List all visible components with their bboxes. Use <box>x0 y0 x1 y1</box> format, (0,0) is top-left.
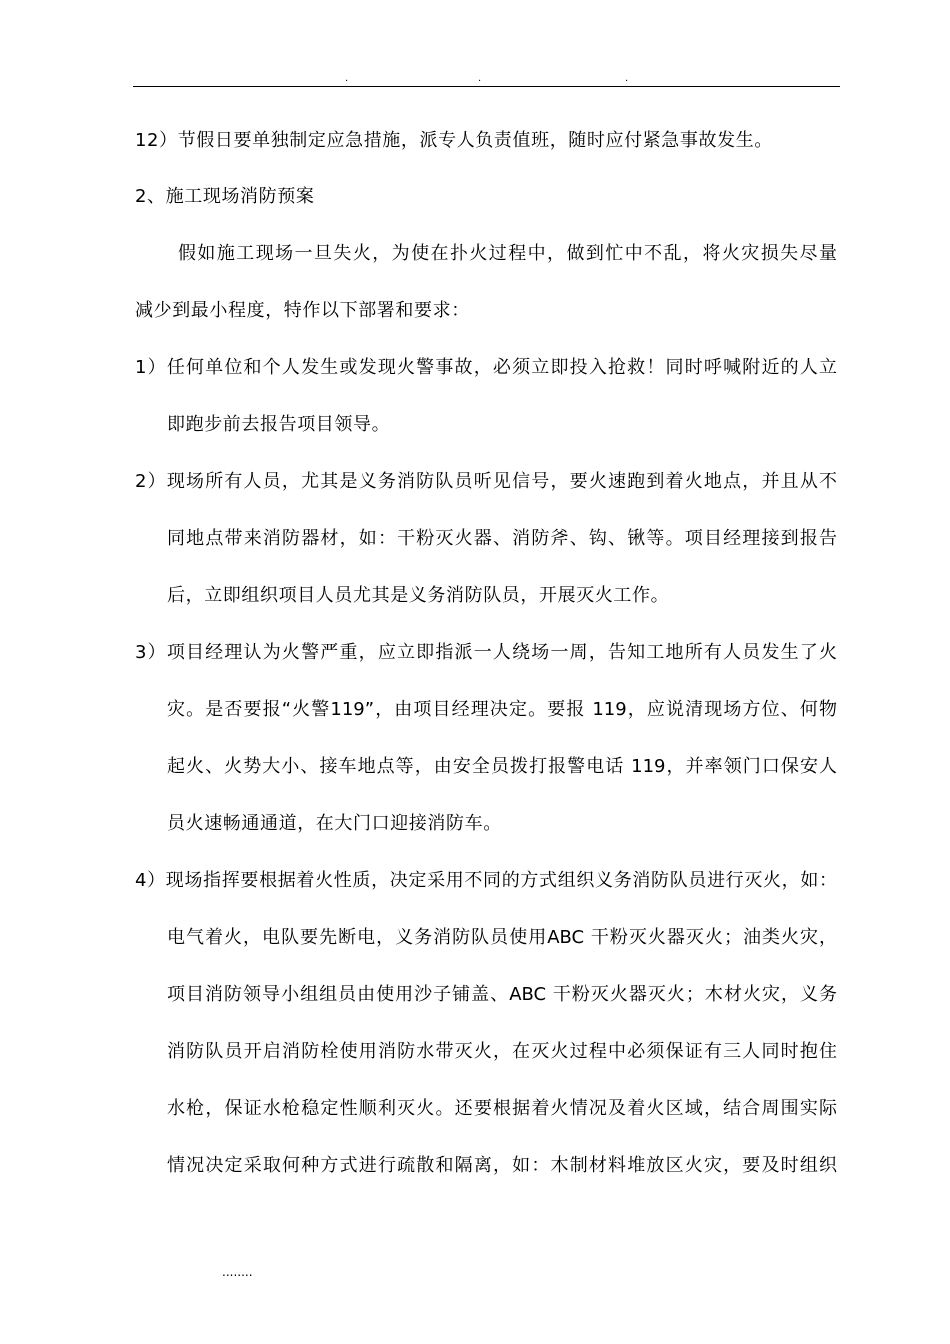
list-item-line: 灾。是否要报“火警119”，由项目经理决定。要报 119，应说清现场方位、何物 <box>167 699 837 720</box>
paragraph-line: 减少到最小程度，特作以下部署和要求： <box>135 300 470 321</box>
header-dot: . <box>345 73 349 84</box>
list-item-line: 同地点带来消防器材，如：干粉灭火器、消防斧、钩、锹等。项目经理接到报告 <box>167 528 837 549</box>
list-item-line: 项目消防领导小组组员由使用沙子铺盖、ABC 干粉灭火器灭火；木材火灾，义务 <box>167 984 837 1005</box>
header-dot: . <box>478 73 482 84</box>
list-item-line: 1）任何单位和个人发生或发现火警事故，必须立即投入抢救！同时呼喊附近的人立 <box>135 357 837 378</box>
list-item-line: 员火速畅通通道，在大门口迎接消防车。 <box>167 813 502 834</box>
list-item-line: 消防队员开启消防栓使用消防水带灭火，在灭火过程中必须保证有三人同时抱住 <box>167 1041 837 1062</box>
list-item-line: 后，立即组织项目人员尤其是义务消防队员，开展灭火工作。 <box>167 585 670 606</box>
list-item-line: 起火、火势大小、接车地点等，由安全员拨打报警电话 119，并率领门口保安人 <box>167 756 837 777</box>
paragraph-line: 12）节假日要单独制定应急措施，派专人负责值班，随时应付紧急事故发生。 <box>135 130 773 151</box>
list-item-line: 水枪，保证水枪稳定性顺利灭火。还要根据着火情况及着火区域，结合周围实际 <box>167 1098 837 1119</box>
footer-dots: ........ <box>222 1265 253 1279</box>
paragraph-line: 假如施工现场一旦失火，为使在扑火过程中，做到忙中不乱，将火灾损失尽量 <box>178 243 837 264</box>
header-rule <box>133 86 840 87</box>
list-item-line: 即跑步前去报告项目领导。 <box>167 414 391 435</box>
list-item-line: 电气着火，电队要先断电，义务消防队员使用ABC 干粉灭火器灭火；油类火灾， <box>167 927 837 948</box>
list-item-line: 4）现场指挥要根据着火性质，决定采用不同的方式组织义务消防队员进行灭火，如： <box>135 870 837 891</box>
header-dot: . <box>625 73 629 84</box>
list-item-line: 3）项目经理认为火警严重，应立即指派一人绕场一周，告知工地所有人员发生了火 <box>135 642 837 663</box>
list-item-line: 2）现场所有人员，尤其是义务消防队员听见信号，要火速跑到着火地点，并且从不 <box>135 471 837 492</box>
list-item-line: 情况决定采取何种方式进行疏散和隔离，如：木制材料堆放区火灾，要及时组织 <box>167 1155 837 1176</box>
section-heading: 2、施工现场消防预案 <box>135 186 315 207</box>
